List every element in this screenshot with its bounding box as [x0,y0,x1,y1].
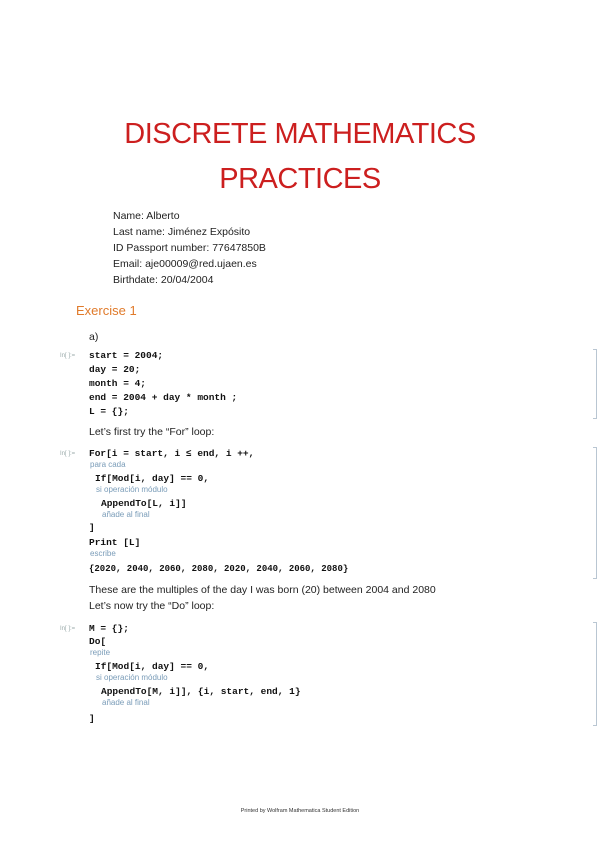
autocomplete-hint: si operación módulo [96,485,168,494]
text-cell: Let’s first try the “For” loop: [89,426,215,438]
info-last-name: Last name: Jiménez Expósito [113,226,251,238]
code-line[interactable]: month = 4; [89,378,147,389]
document-title-line-1: DISCRETE MATHEMATICS [124,118,476,150]
text-cell: Let’s now try the “Do” loop: [89,600,215,612]
code-line-for[interactable]: For[i = start, i ≤ end, i ++, [89,448,255,459]
code-line-append[interactable]: AppendTo[M, i]], {i, start, end, 1} [101,686,301,697]
code-line-print[interactable]: Print [L] [89,537,141,548]
code-line-do[interactable]: Do[ [89,636,107,647]
code-line-close[interactable]: ] [89,522,95,533]
code-line[interactable]: start = 2004; [89,350,164,361]
exercise-part-label: a) [89,331,99,343]
output-line: {2020, 2040, 2060, 2080, 2020, 2040, 2060, 2080} [89,564,349,574]
code-line-if[interactable]: If[Mod[i, day] == 0, [95,661,210,672]
code-line-append[interactable]: AppendTo[L, i]] [101,498,187,509]
code-line[interactable]: day = 20; [89,364,141,375]
text-cell: These are the multiples of the day I was born (20) between 2004 and 2080 [89,584,436,596]
autocomplete-hint: escribe [90,549,116,558]
code-line[interactable]: end = 2004 + day * month ; [89,392,238,403]
info-birthdate: Birthdate: 20/04/2004 [113,274,214,286]
cell-bracket[interactable] [593,447,597,579]
autocomplete-hint: añade al final [102,698,150,707]
autocomplete-hint: si operación módulo [96,673,168,682]
autocomplete-hint: para cada [90,460,126,469]
code-line-close[interactable]: ] [89,713,95,724]
input-cell-label: In[ ]:= [60,626,76,632]
input-cell-label: In[ ]:= [60,451,76,457]
autocomplete-hint: repite [90,648,111,657]
document-title-line-2: PRACTICES [219,163,381,195]
cell-bracket[interactable] [593,622,597,726]
print-footer: Printed by Wolfram Mathematica Student Edition [240,808,360,814]
cell-bracket[interactable] [593,349,597,419]
input-cell-label: In[ ]:= [60,353,76,359]
code-line[interactable]: L = {}; [89,406,129,417]
autocomplete-hint: añade al final [102,510,150,519]
exercise-heading: Exercise 1 [76,303,137,318]
info-id-passport: ID Passport number: 77647850B [113,242,266,254]
code-line[interactable]: M = {}; [89,623,129,634]
info-name: Name: Alberto [113,210,180,222]
info-email: Email: aje00009@red.ujaen.es [113,258,257,270]
code-line-if[interactable]: If[Mod[i, day] == 0, [95,473,210,484]
